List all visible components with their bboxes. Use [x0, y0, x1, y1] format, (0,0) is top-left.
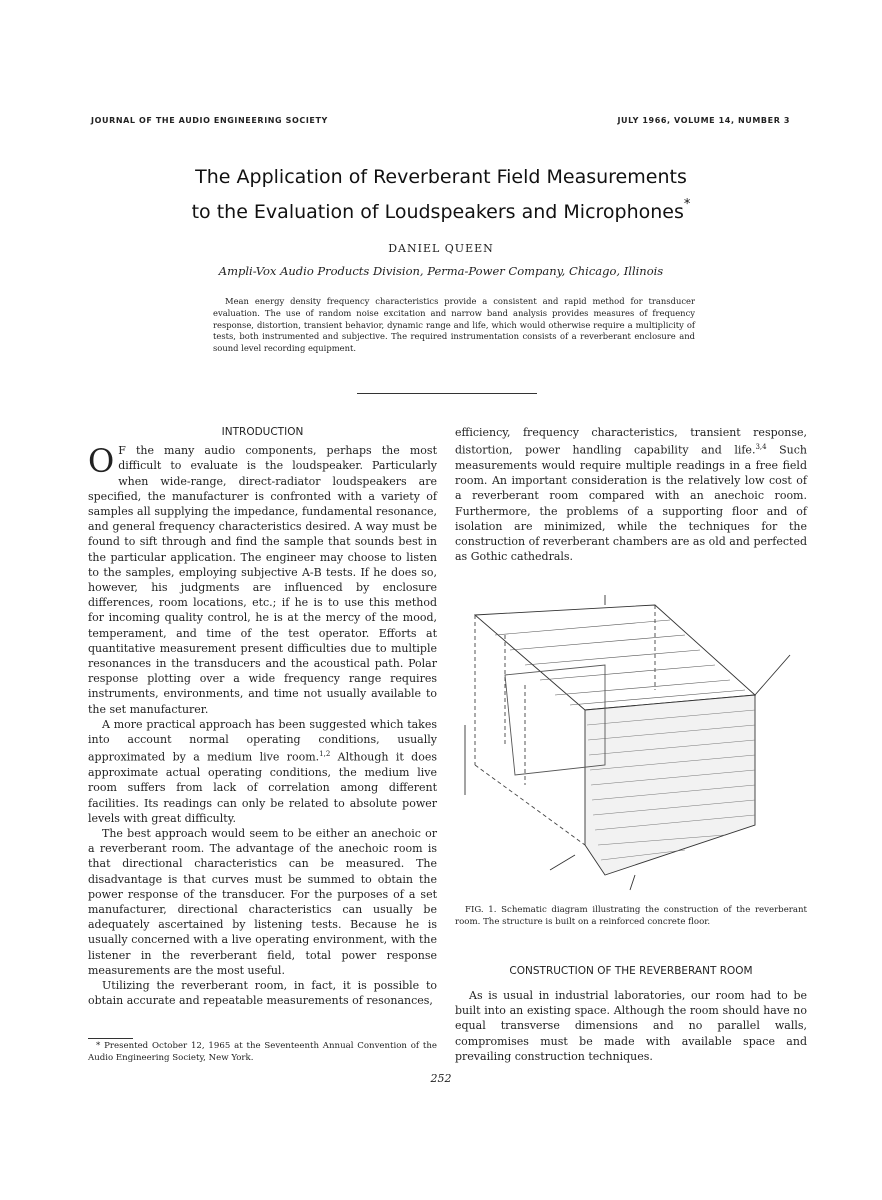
- intro-paragraph-1: [88, 443, 437, 717]
- author: DANIEL QUEEN: [388, 242, 494, 255]
- title-line-1: The Application of Reverberant Field Measurements: [195, 166, 687, 188]
- issue-info: JULY 1966, VOLUME 14, NUMBER 3: [617, 116, 790, 125]
- intro-paragraph-5: [455, 425, 807, 564]
- title-line-2: [0, 197, 882, 223]
- journal-name: JOURNAL OF THE AUDIO ENGINEERING SOCIETY: [91, 116, 328, 125]
- section-divider: [357, 393, 537, 394]
- construction-paragraph: [455, 988, 807, 1064]
- drop-cap: O: [88, 442, 115, 481]
- title-footnote-mark: *: [683, 197, 691, 212]
- intro-paragraph-5-text-a: efficiency, frequency characteristics, transient response, distortion, power handling capability and life.: [455, 426, 807, 457]
- title-line-2-text: to the Evaluation of Loudspeakers and Microphones: [191, 201, 684, 223]
- left-column: [88, 425, 437, 1008]
- intro-paragraph-4: Utilizing the reverberant room, in fact, it is possible to obtain accurate and repeatable measurements of resonances,: [88, 978, 437, 1008]
- construction-heading: CONSTRUCTION OF THE REVERBERANT ROOM: [509, 965, 753, 977]
- right-column-top: [455, 425, 807, 564]
- front-brick-wall: [585, 695, 755, 875]
- intro-paragraph-5-text-b: Such measurements would require multiple readings in a free field room. An important consideration is the relatively low cost of a reverberant room compared with an anechoic room. Furthermore, the problems of a supporting floor and of isolation are minimized, while the techniques for the construction of reverberant chambers are as old and perfected as Gothic cathedrals.: [455, 443, 807, 564]
- affiliation: Ampli-Vox Audio Products Division, Perma-Power Company, Chicago, Illinois: [218, 264, 664, 278]
- construction-paragraph-1: As is usual in industrial laboratories, our room had to be built into an existing space. Although the room should have no equal transverse dimensions and no parallel walls, compromises must be made with available space and prevailing construction techniques.: [455, 989, 807, 1063]
- intro-paragraph-2: [88, 717, 437, 826]
- figure-caption: FIG. 1. Schematic diagram illustrating the construction of the reverberant room. The structure is built on a reinforced concrete floor.: [455, 905, 807, 927]
- dimension-line-right: [755, 655, 790, 695]
- footnote-rule: [88, 1038, 133, 1039]
- footnote: * Presented October 12, 1965 at the Seventeenth Annual Convention of the Audio Engineering Society, New York.: [88, 1041, 437, 1063]
- introduction-heading: INTRODUCTION: [221, 426, 304, 438]
- intro-paragraph-2-text-a: A more practical approach has been suggested which takes into account normal operating conditions, usually approximated by a medium live room.: [88, 717, 437, 764]
- intro-paragraph-1-text: F the many audio components, perhaps the most difficult to evaluate is the loudspeaker. Particularly when wide-range, direct-radiator loudspeakers are specified, the manufacturer is confronted with a variety of samples all supplying the impedance, fundamental resonance, and general frequency characteristics desired. A way must be found to sift through and find the sample that sounds best in the particular application. The engineer may choose to listen to the samples, employing subjective A-B tests. If he does so, however, his judgments are influenced by enclosure differences, room locations, etc.; if he is to use this method for incoming quality control, he is at the mercy of the mood, temperament, and time of the test operator. Efforts at quantitative measurement present difficulties due to multiple resonances in the transducers and the acoustical path. Polar response plotting over a wide frequency range requires instruments, environments, and time not usually available to the set manufacturer.: [88, 444, 437, 716]
- dimension-tick-bottom-left: [550, 855, 575, 870]
- citation-3-4: 3,4: [755, 443, 767, 452]
- citation-1-2: 1,2: [319, 750, 331, 759]
- intro-paragraph-2-text-b: Although it does approximate actual operating conditions, the medium live room suffers from lack of correlation among different facilities. Its readings can only be related to absolute power levels with great difficulty.: [88, 750, 437, 825]
- abstract: Mean energy density frequency characteristics provide a consistent and rapid method for transducer evaluation. The use of random noise excitation and narrow band analysis provides measures of frequency response, distortion, transient behavior, dynamic range and life, which would otherwise require a multiplicity of tests, both instrumented and subjective. The required instrumentation consists of a reverberant enclosure and sound level recording equipment.: [213, 296, 695, 354]
- intro-paragraph-3: The best approach would seem to be either an anechoic or a reverberant room. The advantage of the anechoic room is that directional characteristics can be measured. The disadvantage is that curves must be summed to obtain the power response of the transducer. For the purposes of a set manufacturer, directional characteristics can usually be adequately ascertained by listening tests. Because he is usually concerned with a live operating environment, with the listener in the reverberant field, total power response measurements are the most useful.: [88, 826, 437, 977]
- page-number: 252: [430, 1072, 452, 1085]
- reverberant-room-diagram: [455, 595, 810, 895]
- dimension-tick-bottom: [630, 875, 635, 890]
